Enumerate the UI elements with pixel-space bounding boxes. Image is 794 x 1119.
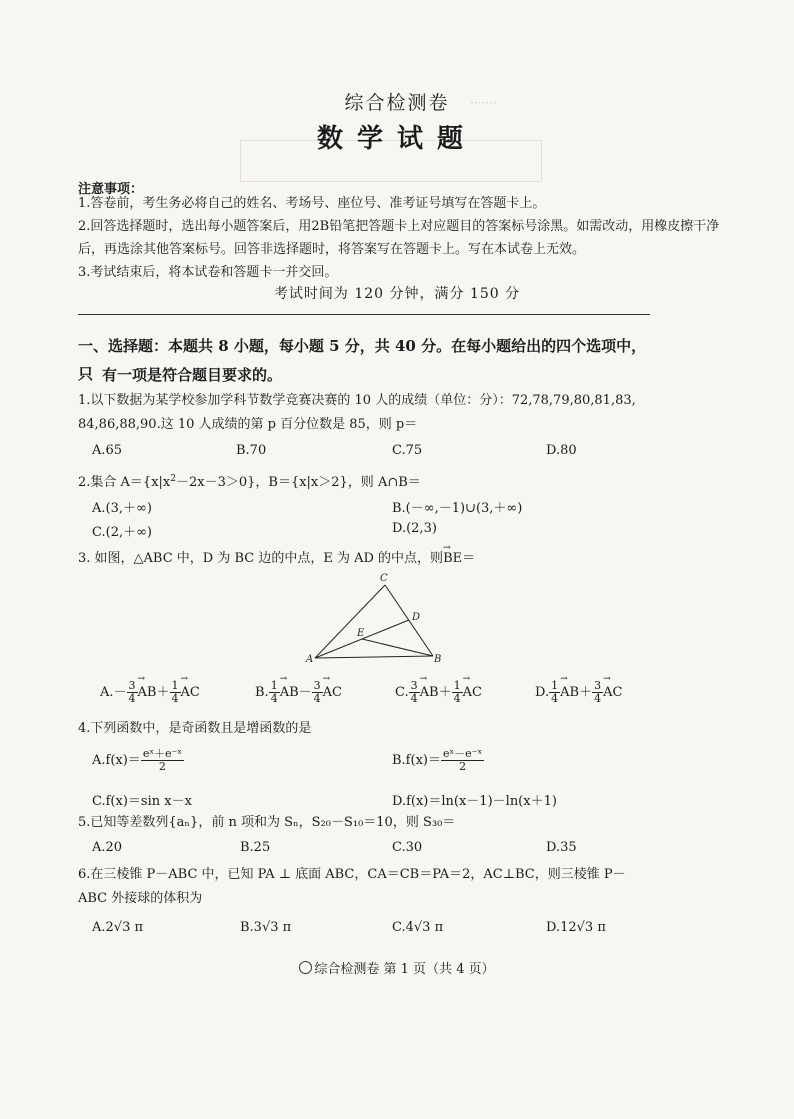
q4-a-den: 2: [158, 760, 166, 773]
q3-b-num1: 1: [270, 679, 278, 692]
q3-c-sign2: ＋: [438, 685, 452, 700]
question-3: [78, 548, 658, 570]
q4-stem: 4.下列函数中，是奇函数且是增函数的是: [78, 721, 312, 736]
q3-d-den1: 4: [551, 692, 559, 705]
q1-option-a: A.65: [92, 443, 123, 458]
q3-a-frac2: [170, 680, 181, 705]
q5-stem: 5.已知等差数列{aₙ}，前 n 项和为 Sₙ，S₂₀－S₁₀＝10，则 S₃₀＝: [78, 815, 456, 830]
exam-subtitle: 综合检测卷: [344, 92, 450, 114]
q3-d-vec2: → AC: [603, 685, 622, 700]
notes-title: 注意事项：: [78, 182, 144, 197]
q6-option-c: C.4√3 π: [392, 920, 444, 935]
q3-option-b: [255, 680, 342, 705]
divider-line: [78, 314, 650, 315]
q1-option-d: D.80: [546, 443, 577, 458]
q3-b-letter: B.: [255, 685, 269, 700]
q3-a-num1: 3: [128, 679, 136, 692]
q3-c-den2: 4: [453, 692, 461, 705]
q3-c-letter: C.: [395, 685, 409, 700]
q3-b-frac2: [312, 680, 323, 705]
q3-d-letter: D.: [535, 685, 550, 700]
exam-time: 考试时间为 120 分钟，满分 150 分: [273, 286, 521, 302]
note-3: 3.考试结束后，将本试卷和答题卡一并交回。: [78, 265, 338, 280]
q4-a-num: eˣ＋e⁻ˣ: [142, 747, 182, 760]
q3-a-vec2: → AC: [181, 685, 200, 700]
section-heading-line1: 一、选择题：本题共 8 小题，每小题 5 分，共 40 分。在每小题给出的四个选项中，只: [78, 337, 647, 383]
label-c: C: [380, 573, 388, 584]
q3-c-vec2: → AC: [463, 685, 482, 700]
q3-a-frac1: [127, 680, 138, 705]
q3-option-a: [100, 680, 200, 705]
q3-a-num2: 1: [171, 679, 179, 692]
segment-eb: [362, 639, 433, 656]
q3-b-num2: 3: [313, 679, 321, 692]
q2-stem-exponent: 2: [170, 474, 176, 484]
q3-b-den1: 4: [270, 692, 278, 705]
note-1: 1.答卷前，考生务必将自己的姓名、考场号、座位号、准考证号填写在答题卡上。: [78, 196, 546, 211]
q3-a-den1: 4: [128, 692, 136, 705]
q3-d-num2: 3: [594, 679, 602, 692]
q3-b-vec2: → AC: [323, 685, 342, 700]
q3-a-sign2: ＋: [156, 685, 170, 700]
q1-option-c: C.75: [392, 443, 423, 458]
q2-stem-pre: 2.集合 A＝{x|x: [78, 475, 171, 490]
q3-stem: 3. 如图，△ABC 中，D 为 BC 边的中点，E 为 AD 的中点，则: [78, 551, 444, 566]
q6-stem-line2: ABC 外接球的体积为: [78, 891, 203, 906]
segment-ac: [315, 585, 385, 658]
exam-title: 数学试题: [316, 124, 477, 154]
q1-stem-line2: 84,86,88,90.这 10 人成绩的第 p 百分位数是 85，则 p＝: [78, 417, 418, 432]
q1-option-b: B.70: [236, 443, 267, 458]
note-2: 2.回答选择题时，选出每小题答案后，用2B铅笔把答题卡上对应题目的答案标号涂黑。如需改动，用橡皮擦干净后，再选涂其他答案标号。回答非选择题时，将答案写在答题卡上。写在本试卷上无效。: [78, 219, 720, 257]
q3-d-num1: 1: [551, 679, 559, 692]
label-e: E: [357, 628, 365, 639]
q3-a-letter: A.: [100, 685, 114, 700]
q3-c-num1: 3: [410, 679, 418, 692]
q2-option-a: A.(3,＋∞): [92, 501, 152, 516]
q1-stem-line1: 1.以下数据为某学校参加学科节数学竞赛决赛的 10 人的成绩（单位：分）：72,78,79,80,81,83,: [78, 393, 636, 408]
label-a: A: [306, 654, 314, 665]
q6-option-b: B.3√3 π: [240, 920, 292, 935]
q3-d-vec1: → AB: [560, 685, 579, 700]
question-6: [78, 864, 658, 910]
q3-vector-be: → BE: [443, 548, 462, 570]
q3-stem-end: ＝: [462, 551, 476, 566]
q4-b-den: 2: [459, 760, 467, 773]
q4-b-frac: [441, 748, 484, 773]
q4-a-prefix: A.f(x)＝: [92, 753, 141, 768]
q2-stem-post: －2x－3＞0}，B＝{x|x＞2}，则 A∩B＝: [175, 475, 421, 490]
section-heading-line2: 有一项是符合题目要求的。: [102, 366, 283, 384]
q4-option-c: C.f(x)＝sin x－x: [92, 794, 192, 809]
q3-b-sign2: －: [298, 685, 312, 700]
q3-a-sign1: －: [113, 685, 127, 700]
q3-a-vec1: → AB: [138, 685, 157, 700]
page-footer: [0, 958, 794, 977]
q3-c-frac1: [409, 680, 420, 705]
q2-option-b: B.(－∞,－1)∪(3,＋∞): [392, 501, 523, 516]
q3-c-den1: 4: [410, 692, 418, 705]
q3-b-frac1: [269, 680, 280, 705]
segment-ab: [315, 656, 433, 658]
q5-option-b: B.25: [240, 840, 271, 855]
q4-option-b: [392, 748, 484, 773]
q3-b-vec1: → AB: [280, 685, 299, 700]
q4-option-d: D.f(x)＝ln(x－1)－ln(x＋1): [392, 794, 557, 809]
footer-text: 综合检测卷 第 1 页（共 4 页）: [314, 962, 495, 977]
q3-d-sign2: ＋: [579, 685, 593, 700]
label-b: B: [434, 654, 442, 665]
q3-d-frac1: [549, 680, 560, 705]
footer-circle-icon: [299, 961, 312, 974]
q3-option-d: [535, 680, 622, 705]
q6-option-d: D.12√3 π: [546, 920, 606, 935]
q6-option-a: A.2√3 π: [92, 920, 144, 935]
question-2: [78, 468, 658, 494]
q4-b-prefix: B.f(x)＝: [392, 753, 441, 768]
q4-b-num: eˣ－e⁻ˣ: [442, 747, 483, 760]
q5-option-c: C.30: [392, 840, 423, 855]
triangle-figure: [305, 570, 455, 670]
q3-d-frac2: [592, 680, 603, 705]
q4-option-a: [92, 748, 184, 773]
q3-c-vec1: → AB: [420, 685, 439, 700]
q2-option-c: C.(2,＋∞): [92, 525, 152, 540]
q4-a-frac: [141, 748, 184, 773]
q3-option-c: [395, 680, 482, 705]
q5-option-a: A.20: [92, 840, 123, 855]
bleed-through-text: ·······: [470, 96, 497, 110]
q3-c-num2: 1: [453, 679, 461, 692]
q5-option-d: D.35: [546, 840, 577, 855]
q3-b-den2: 4: [313, 692, 321, 705]
q6-stem-line1: 6.在三棱锥 P－ABC 中，已知 PA ⊥ 底面 ABC，CA＝CB＝PA＝2，AC⊥BC，则三棱锥 P－: [78, 867, 626, 882]
label-d: D: [412, 612, 421, 623]
q3-a-den2: 4: [171, 692, 179, 705]
question-1: [78, 390, 658, 436]
q3-d-den2: 4: [594, 692, 602, 705]
q2-option-d: D.(2,3): [392, 521, 437, 536]
q3-c-frac2: [452, 680, 463, 705]
